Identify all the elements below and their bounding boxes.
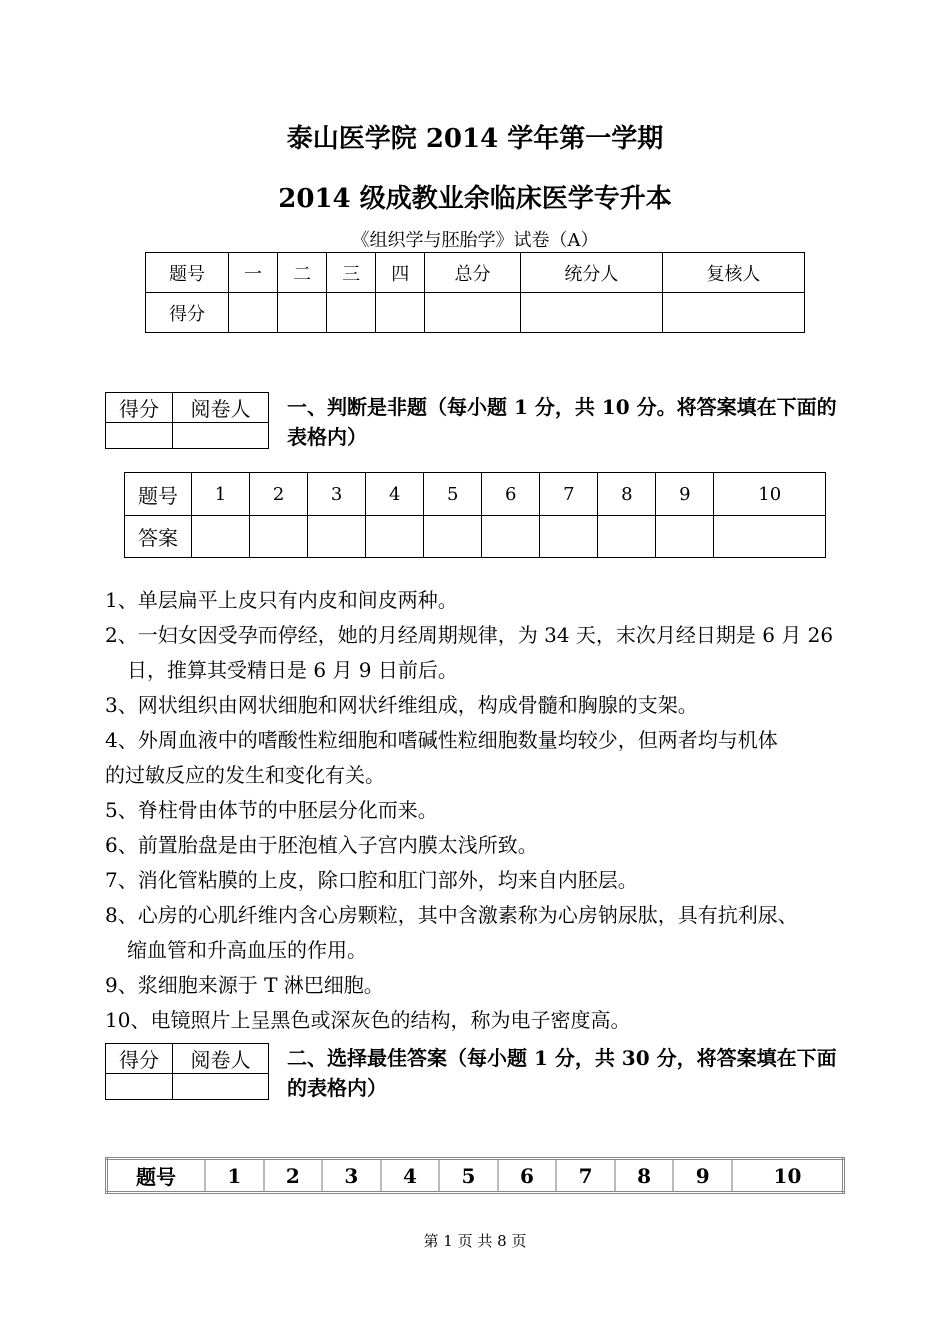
grader-score-cell[interactable]: [106, 423, 173, 449]
grader-score-label: 得分: [106, 393, 173, 423]
question-text: 10、电镜照片上呈黑色或深灰色的结构，称为电子密度高。: [105, 1008, 631, 1032]
grader-score-cell[interactable]: [106, 1074, 173, 1100]
score-header-cell: 题号: [146, 253, 229, 293]
question-number: 8: [598, 473, 656, 516]
question-number: 10: [732, 1159, 844, 1193]
section1-heading-line: 一、判断是非题（每小题 1 分，共 10 分。将答案填在下面的: [287, 395, 837, 419]
question-number: 3: [308, 473, 366, 516]
question-text: 3、网状组织由网状细胞和网状纤维组成，构成骨髓和胸腺的支架。: [105, 693, 698, 717]
answer-row-label: 答案: [125, 516, 192, 558]
question-number: 4: [381, 1159, 440, 1193]
score-summary-table: [145, 252, 805, 333]
score-cell[interactable]: [327, 293, 376, 333]
score-header-cell: 三: [327, 253, 376, 293]
answer-cell[interactable]: [540, 516, 598, 558]
exam-program: 2014 级成教业余临床医学专升本: [278, 184, 672, 214]
score-header-cell: 总分: [425, 253, 521, 293]
score-cell[interactable]: [278, 293, 327, 333]
section1-heading-line: 表格内）: [287, 425, 367, 449]
question-number: 4: [366, 473, 424, 516]
grader-reviewer-label: 阅卷人: [173, 393, 269, 423]
question-text: 1、单层扁平上皮只有内皮和间皮两种。: [105, 588, 458, 612]
question-number: 2: [264, 1159, 323, 1193]
question-number: 6: [498, 1159, 557, 1193]
question-number: 7: [556, 1159, 615, 1193]
question-text: 6、前置胎盘是由于胚泡植入子宫内膜太浅所致。: [105, 833, 538, 857]
question-number: 10: [714, 473, 826, 516]
score-cell[interactable]: [520, 293, 662, 333]
question-number: 9: [656, 473, 714, 516]
question-number: 6: [482, 473, 540, 516]
answer-cell[interactable]: [308, 516, 366, 558]
exam-title: 泰山医学院 2014 学年第一学期: [286, 124, 664, 154]
question-number: 1: [192, 473, 250, 516]
answer-cell[interactable]: [250, 516, 308, 558]
answer-cell[interactable]: [598, 516, 656, 558]
exam-subtitle: 《组织学与胚胎学》试卷（A）: [351, 230, 599, 251]
section1-grader-box: [105, 392, 269, 449]
question-text: 缩血管和升高血压的作用。: [127, 938, 367, 962]
question-number: 7: [540, 473, 598, 516]
question-text: 2、一妇女因受孕而停经，她的月经周期规律，为 34 天，末次月经日期是 6 月 26: [105, 623, 834, 647]
question-text: 5、脊柱骨由体节的中胚层分化而来。: [105, 798, 438, 822]
section2-grader-box: [105, 1043, 269, 1100]
question-text: 8、心房的心肌纤维内含心房颗粒，其中含激素称为心房钠尿肽，具有抗利尿、: [105, 903, 798, 927]
section2-heading-line: 二、选择最佳答案（每小题 1 分，共 30 分，将答案填在下面: [287, 1046, 837, 1070]
section1-answer-table: [124, 472, 826, 558]
score-cell[interactable]: [425, 293, 521, 333]
question-number: 8: [615, 1159, 674, 1193]
question-number: 2: [250, 473, 308, 516]
question-number: 5: [424, 473, 482, 516]
section1-questions: [105, 583, 865, 1038]
answer-cell[interactable]: [714, 516, 826, 558]
score-header-cell: 二: [278, 253, 327, 293]
answer-header-label: 题号: [107, 1159, 206, 1193]
question-text: 4、外周血液中的嗜酸性粒细胞和嗜碱性粒细胞数量均较少，但两者均与机体: [105, 728, 778, 752]
question-number: 3: [322, 1159, 381, 1193]
score-header-cell: 统分人: [520, 253, 662, 293]
question-text: 日，推算其受精日是 6 月 9 日前后。: [127, 658, 458, 682]
answer-cell[interactable]: [424, 516, 482, 558]
score-cell[interactable]: [376, 293, 425, 333]
grader-reviewer-cell[interactable]: [173, 423, 269, 449]
section2-answer-table: [105, 1157, 845, 1194]
section2-heading-line: 的表格内）: [287, 1076, 387, 1100]
question-number: 1: [205, 1159, 264, 1193]
page-number: 第 1 页 共 8 页: [423, 1232, 527, 1250]
answer-header-label: 题号: [125, 473, 192, 516]
score-header-cell: 复核人: [662, 253, 804, 293]
answer-cell[interactable]: [656, 516, 714, 558]
score-row-label: 得分: [146, 293, 229, 333]
grader-reviewer-cell[interactable]: [173, 1074, 269, 1100]
section2-heading: [287, 1043, 857, 1103]
answer-cell[interactable]: [482, 516, 540, 558]
answer-cell[interactable]: [192, 516, 250, 558]
score-cell[interactable]: [229, 293, 278, 333]
grader-score-label: 得分: [106, 1044, 173, 1074]
section1-heading: [287, 392, 857, 452]
question-text: 9、浆细胞来源于 T 淋巴细胞。: [105, 973, 384, 997]
question-number: 5: [439, 1159, 498, 1193]
score-cell[interactable]: [662, 293, 804, 333]
question-text: 7、消化管粘膜的上皮，除口腔和肛门部外，均来自内胚层。: [105, 868, 638, 892]
grader-reviewer-label: 阅卷人: [173, 1044, 269, 1074]
score-header-cell: 一: [229, 253, 278, 293]
answer-cell[interactable]: [366, 516, 424, 558]
score-header-cell: 四: [376, 253, 425, 293]
question-number: 9: [673, 1159, 732, 1193]
question-text: 的过敏反应的发生和变化有关。: [105, 763, 385, 787]
